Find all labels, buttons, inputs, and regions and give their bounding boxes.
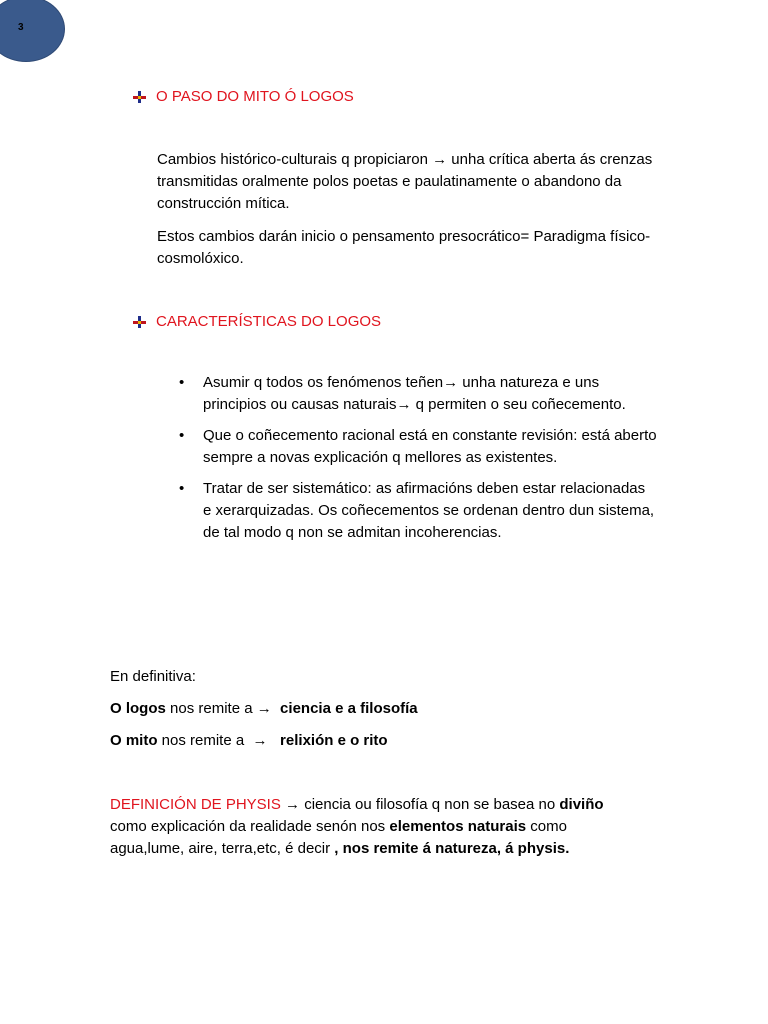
bullet-dot-icon: • <box>179 480 185 497</box>
arrow-right-icon: → <box>396 396 412 413</box>
definition-bold: , nos remite á natureza, á physis. <box>334 840 570 857</box>
definition-text: ciencia ou filosofía q non se basea no <box>300 796 560 813</box>
summary-text: nos remite a <box>165 700 257 717</box>
bullet-dot-icon: • <box>179 427 185 444</box>
summary-mito-line <box>110 730 670 752</box>
paragraph-estos-cambios: Estos cambios darán inicio o pensamento presocrático= Paradigma físico-cosmolóxico. <box>157 228 651 267</box>
mito-subject: O mito <box>110 732 158 749</box>
item-text: Que o coñecemento racional está en constante revisión: está aberto sempre a novas explicación q mellores as existentes. <box>203 427 657 466</box>
logos-subject: O logos <box>110 700 166 717</box>
item-text: Asumir q todos os fenómenos teñen <box>203 374 444 391</box>
arrow-right-icon: → <box>252 732 268 749</box>
para-text: Cambios histórico-culturais q propiciaron <box>157 151 433 168</box>
summary-intro: En definitiva: <box>110 668 196 685</box>
arrow-right-icon: → <box>256 700 272 717</box>
plus-bullet-icon <box>133 315 147 329</box>
page-number: 3 <box>18 22 24 33</box>
definition-label: DEFINICIÓN DE PHYSIS <box>110 796 281 813</box>
list-item <box>157 372 657 416</box>
item-text: Tratar de ser sistemático: as afirmacións deben estar relacionadas e xerarquizadas. Os coñecementos se ordenan dentro dun sistema, de tal modo q non se admitan incoherencias. <box>203 480 655 541</box>
item-text: q permiten o seu coñecemento. <box>411 396 626 413</box>
section-heading-caracteristicas <box>133 313 381 330</box>
definition-bold: elementos naturais <box>389 818 527 835</box>
summary-text: nos remite a <box>157 732 253 749</box>
bullet-dot-icon: • <box>179 374 185 391</box>
arrow-right-icon: → <box>443 374 459 391</box>
arrow-right-icon: → <box>280 796 301 813</box>
heading-text: O PASO DO MITO Ó LOGOS <box>156 88 354 105</box>
summary-logos-line <box>110 698 670 720</box>
page-number-badge <box>0 0 64 61</box>
list-item <box>157 425 657 469</box>
logos-target: ciencia e a filosofía <box>271 700 418 717</box>
item-text: unha natureza e uns principios ou causas naturais <box>203 374 600 413</box>
mito-target: relixión e o rito <box>267 732 388 749</box>
definition-physis <box>110 794 640 860</box>
list-item <box>157 478 657 544</box>
para-text: unha crítica aberta ás crenzas transmitidas oralmente polos poetas e paulatinamente o abandono da construcción mítica. <box>157 151 653 212</box>
plus-bullet-icon <box>133 90 147 104</box>
definition-bold: diviño <box>559 796 604 813</box>
definition-text: como agua,lume, aire, terra,etc, é decir <box>110 818 567 857</box>
heading-text: CARACTERÍSTICAS DO LOGOS <box>156 313 382 330</box>
definition-text: como explicación da realidade senón nos <box>110 818 390 835</box>
section-heading-mito-logos <box>133 88 354 105</box>
paragraph-cambios <box>157 149 657 215</box>
arrow-right-icon: → <box>432 151 448 168</box>
characteristics-list <box>157 372 657 553</box>
